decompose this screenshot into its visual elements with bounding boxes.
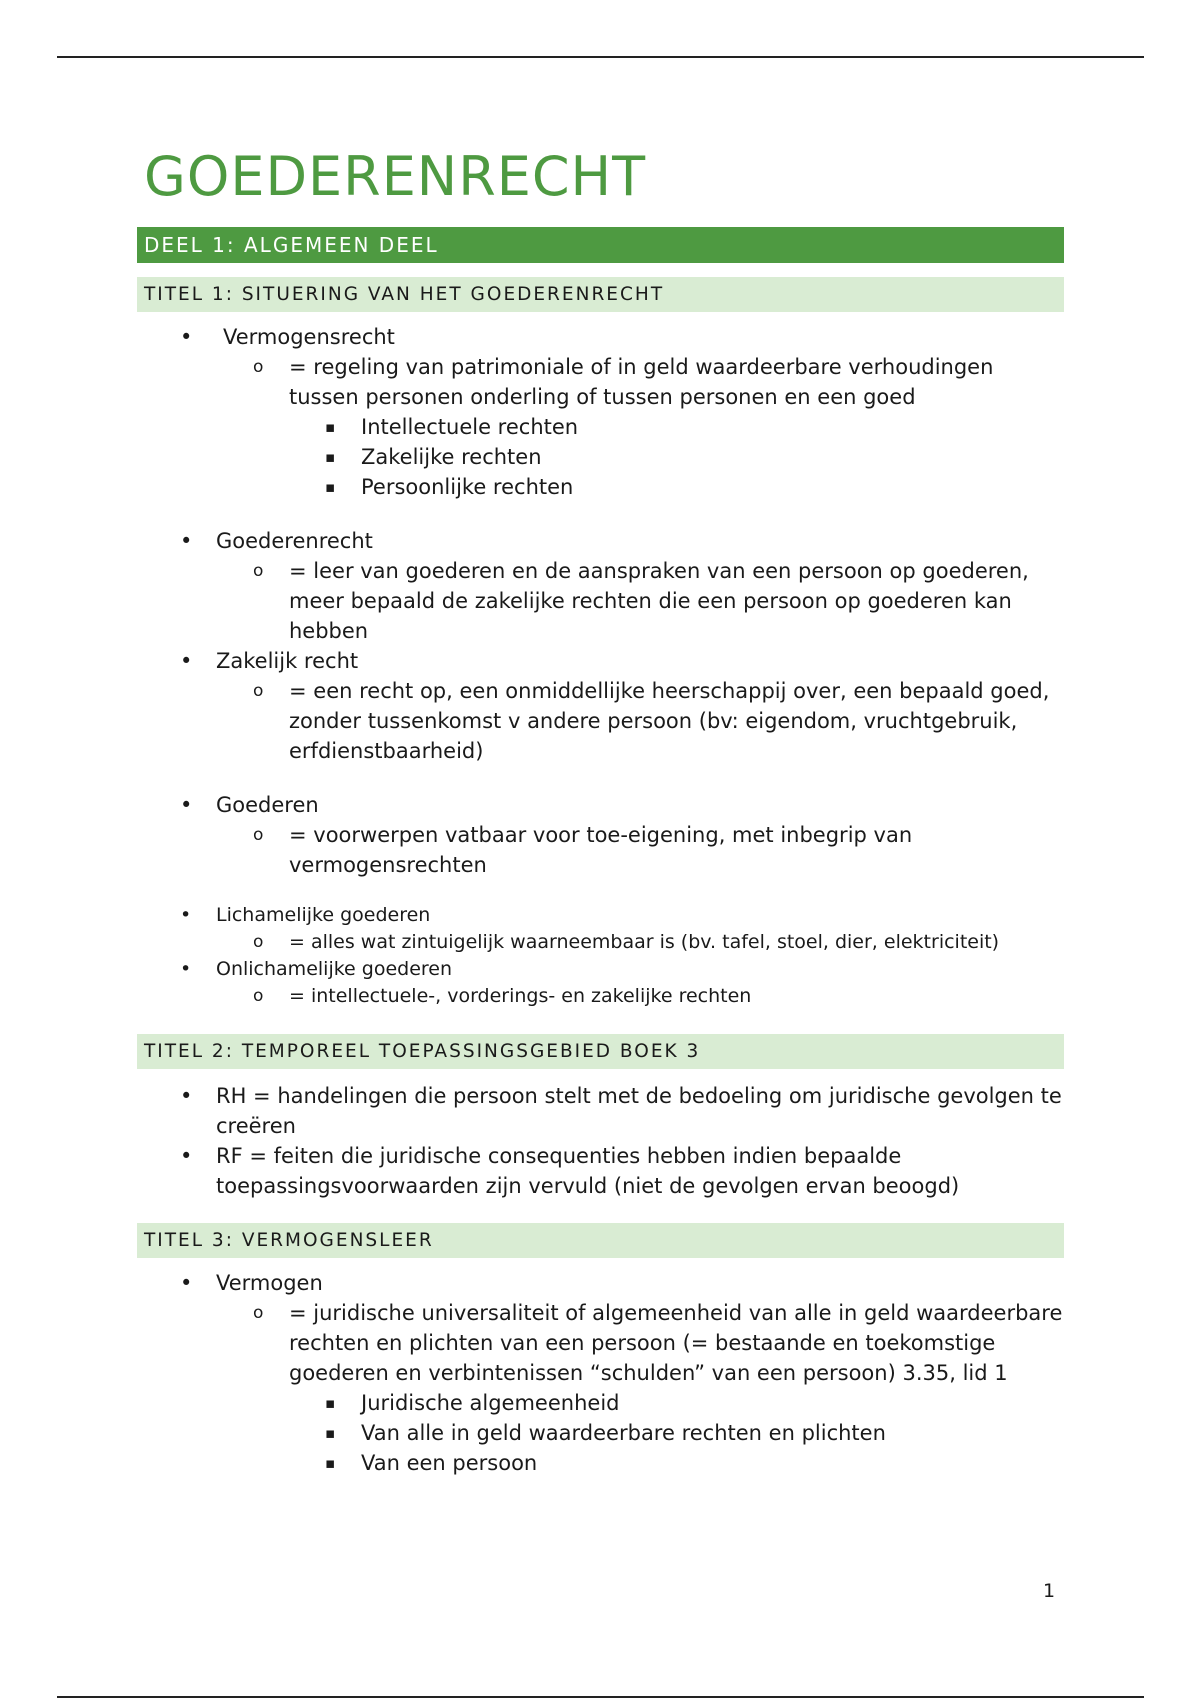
list-item [137,820,1064,880]
definition-vermogensrecht: = regeling van patrimoniale of in geld waardeerbare verhoudingen tussen personen onderling of tussen personen en een goed [289,355,994,409]
circle-marker: o [253,357,264,377]
section-heading-titel-1: TITEL 1: SITUERING VAN HET GOEDERENRECHT [137,277,1064,312]
bullet-marker: • [180,1084,193,1108]
definition-goederen: = voorwerpen vatbaar voor toe-eigening, met inbegrip van vermogensrechten [289,823,913,877]
definition-zakelijk-recht: = een recht op, een onmiddellijke heerschappij over, een bepaald goed, zonder tussenkomst v andere persoon (bv: eigendom, vruchtgebruik, erfdienstbaarheid) [289,679,1050,763]
term-zakelijk-recht: Zakelijk recht [216,649,359,673]
spacer [137,502,1064,526]
term-vermogensrecht: Vermogensrecht [223,325,395,349]
list-item [137,1081,1064,1141]
sub-item: Intellectuele rechten [361,415,579,439]
list-item [137,1268,1064,1298]
square-marker: ▪ [325,448,336,466]
page-number: 1 [1043,1580,1056,1602]
bullet-marker: • [180,1271,193,1295]
spacer [137,766,1064,790]
square-marker: ▪ [325,1424,336,1442]
header-rule [57,56,1144,58]
sub-item: Van een persoon [361,1451,538,1475]
circle-marker: o [253,681,264,701]
list-item [137,322,1064,352]
definition-onlichamelijke-goederen: = intellectuele-, vorderings- en zakelijke rechten [289,985,752,1007]
list-item [137,1418,1064,1448]
term-goederenrecht: Goederenrecht [216,529,373,553]
circle-marker: o [253,1303,264,1323]
section-2-list [137,1081,1064,1201]
definition-lichamelijke-goederen: = alles wat zintuigelijk waarneembaar is (bv. tafel, stoel, dier, elektriciteit) [289,931,1000,953]
list-item [137,956,1064,983]
section-1-goods-types-list [137,902,1064,1010]
bullet-marker: • [180,958,192,980]
list-item [137,412,1064,442]
bullet-marker: • [180,1144,193,1168]
section-3-list [137,1268,1064,1478]
list-item [137,526,1064,556]
term-vermogen: Vermogen [216,1271,323,1295]
list-item [137,352,1064,412]
list-item [137,646,1064,676]
list-item [137,929,1064,956]
sub-item: Persoonlijke rechten [361,475,574,499]
bullet-marker: • [180,904,192,926]
circle-marker: o [253,561,264,581]
text-rf: RF = feiten die juridische consequenties hebben indien bepaalde toepassingsvoorwaarden zijn vervuld (niet de gevolgen ervan beoogd) [216,1144,960,1198]
square-marker: ▪ [325,1454,336,1472]
list-item [137,1141,1064,1201]
bullet-marker: • [180,529,193,553]
list-item [137,556,1064,646]
list-item [137,1448,1064,1478]
bullet-marker: • [180,325,193,349]
list-item [137,676,1064,766]
list-item [137,442,1064,472]
term-goederen: Goederen [216,793,319,817]
sub-item: Juridische algemeenheid [361,1391,620,1415]
term-onlichamelijke-goederen: Onlichamelijke goederen [216,958,453,980]
text-rh: RH = handelingen die persoon stelt met de bedoeling om juridische gevolgen te creëren [216,1084,1062,1138]
document-body [137,130,1064,1478]
definition-goederenrecht: = leer van goederen en de aanspraken van een persoon op goederen, meer bepaald de zakelijke rechten die een persoon op goederen kan hebben [289,559,1029,643]
definition-vermogen: = juridische universaliteit of algemeenheid van alle in geld waardeerbare rechten en plichten van een persoon (= bestaande en toekomstige goederen en verbintenissen “schulden” van een persoon) 3.35, lid 1 [289,1301,1063,1385]
footer-rule [57,1696,1144,1698]
list-item [137,1388,1064,1418]
bullet-marker: • [180,793,193,817]
list-item [137,790,1064,820]
list-item [137,1298,1064,1388]
section-heading-titel-2: TITEL 2: TEMPOREEL TOEPASSINGSGEBIED BOEK 3 [137,1034,1064,1069]
square-marker: ▪ [325,418,336,436]
sub-item: Zakelijke rechten [361,445,542,469]
document-title: GOEDERENRECHT [144,145,647,208]
bullet-marker: • [180,649,193,673]
circle-marker: o [253,986,264,1006]
sub-item: Van alle in geld waardeerbare rechten en plichten [361,1421,886,1445]
section-1-list [137,322,1064,880]
circle-marker: o [253,825,264,845]
list-item [137,472,1064,502]
list-item [137,983,1064,1010]
section-heading-titel-3: TITEL 3: VERMOGENSLEER [137,1223,1064,1258]
term-lichamelijke-goederen: Lichamelijke goederen [216,904,431,926]
square-marker: ▪ [325,1394,336,1412]
circle-marker: o [253,932,264,952]
square-marker: ▪ [325,478,336,496]
list-item [137,902,1064,929]
part-heading: DEEL 1: ALGEMEEN DEEL [137,227,1064,263]
